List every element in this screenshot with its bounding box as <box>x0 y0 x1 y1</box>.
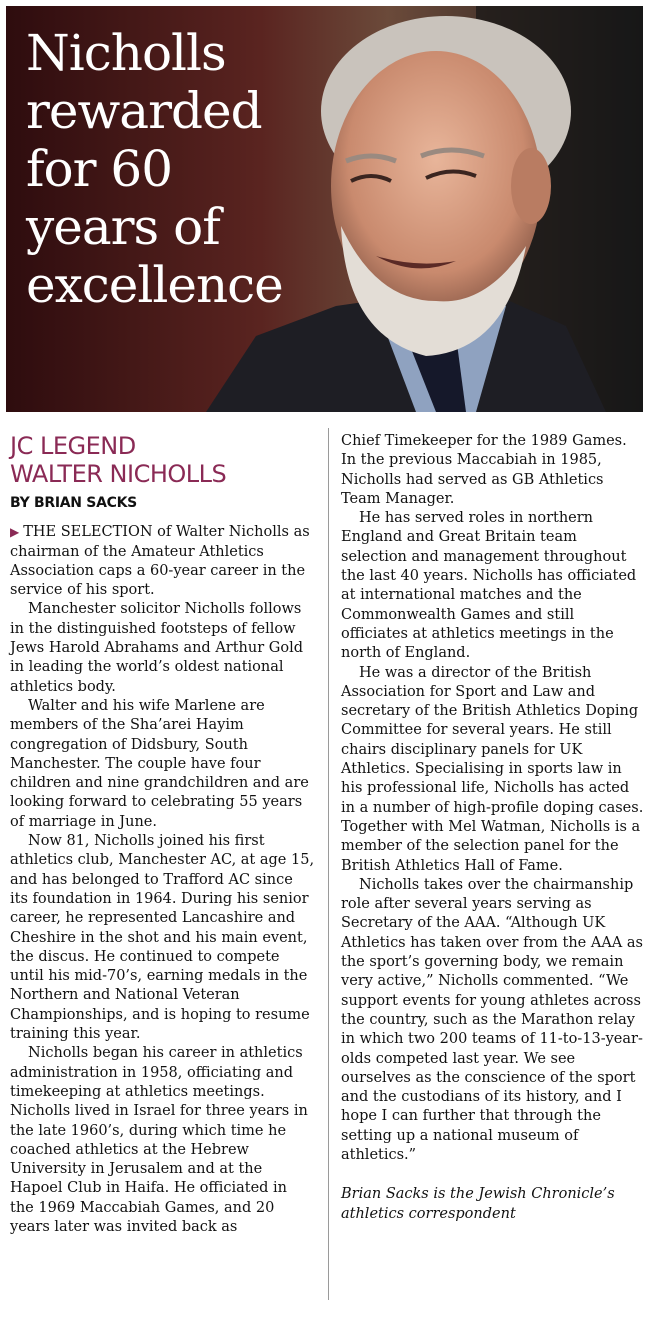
headline-line: excellence <box>26 256 283 314</box>
article-paragraph: He was a director of the British Association for Sport and Law and secretary of the British Athletics Doping Committee for several years. He still chairs disciplinary panels for UK Athletics. Specialising in sports law in his professional life, Nicholls has acted in a number of high-profile doping cases. Together with Mel Watman, Nicholls is a member of the selection panel for the British Athletics Hall of Fame. <box>341 664 644 874</box>
article-paragraph: Nicholls takes over the chairmanship role after several years serving as Secretary of the AAA. “Although UK Athletics has taken over from the AAA as the sport’s governing body, we remain very active,” Nicholls commented. “We support events for young athletes across the country, such as the Marathon relay in which two 200 teams of 11-to-13-year-olds competed last year. We see ourselves as the conscience of the sport and the custodians of its history, and I hope I can further that through the setting up a national museum of athletics.” <box>341 876 643 1163</box>
article-paragraph: Walter and his wife Marlene are members of the Sha’arei Hayim congregation of Didsbury, South Manchester. The couple have four children and nine grandchildren and are looking forward to celebrating 55 years of marriage in June. <box>10 697 309 830</box>
kicker <box>10 432 315 488</box>
author-credit: Brian Sacks is the Jewish Chronicle’s athletics correspondent <box>341 1186 615 1222</box>
kicker-line: WALTER NICHOLLS <box>10 460 227 488</box>
article-column-right <box>341 432 644 1224</box>
headline-line: Nicholls <box>26 24 226 82</box>
headline <box>26 24 326 314</box>
triangle-marker-icon: ▶ <box>10 525 20 540</box>
headline-line: years of <box>26 198 220 256</box>
headline-line: for 60 <box>26 140 173 198</box>
paragraph-text: THE SELECTION of Walter Nicholls as chairman of the Amateur Athletics Association caps a 60-year career in the service of his sport. <box>10 524 310 599</box>
byline: BY BRIAN SACKS <box>10 495 137 511</box>
article-paragraph: Chief Timekeeper for the 1989 Games. In the previous Maccabiah in 1985, Nicholls had served as GB Athletics Team Manager. <box>341 433 627 507</box>
article-paragraph: Nicholls began his career in athletics administration in 1958, officiating and timekeeping at athletics meetings. Nicholls lived in Israel for three years in the late 1960’s, during which time he coached athletics at the Hebrew University in Jerusalem and at the Hapoel Club in Haifa. He officiated in the 1969 Maccabiah Games, and 20 years later was invited back as <box>10 1045 308 1235</box>
column-divider <box>328 428 329 1300</box>
article-paragraph: Now 81, Nicholls joined his first athletics club, Manchester AC, at age 15, and has belonged to Trafford AC since its foundation in 1964. During his senior career, he represented Lancashire and Cheshire in the shot and his main event, the discus. He continued to compete until his mid-70’s, earning medals in the Northern and National Veteran Championships, and is hoping to resume training this year. <box>10 833 315 1043</box>
article-paragraph <box>10 523 315 600</box>
kicker-line: JC LEGEND <box>10 432 136 460</box>
headline-line: rewarded <box>26 82 262 140</box>
article-paragraph: He has served roles in northern England and Great Britain team selection and management throughout the last 40 years. Nicholls has officiated at international matches and the Commonwealth Games and still officiates at athletics meetings in the north of England. <box>341 510 637 662</box>
hero-photo <box>6 6 643 412</box>
article-column-left <box>10 432 315 1237</box>
article-paragraph: Manchester solicitor Nicholls follows in the distinguished footsteps of fellow Jews Harold Abrahams and Arthur Gold in leading the world’s oldest national athletics body. <box>10 601 304 695</box>
